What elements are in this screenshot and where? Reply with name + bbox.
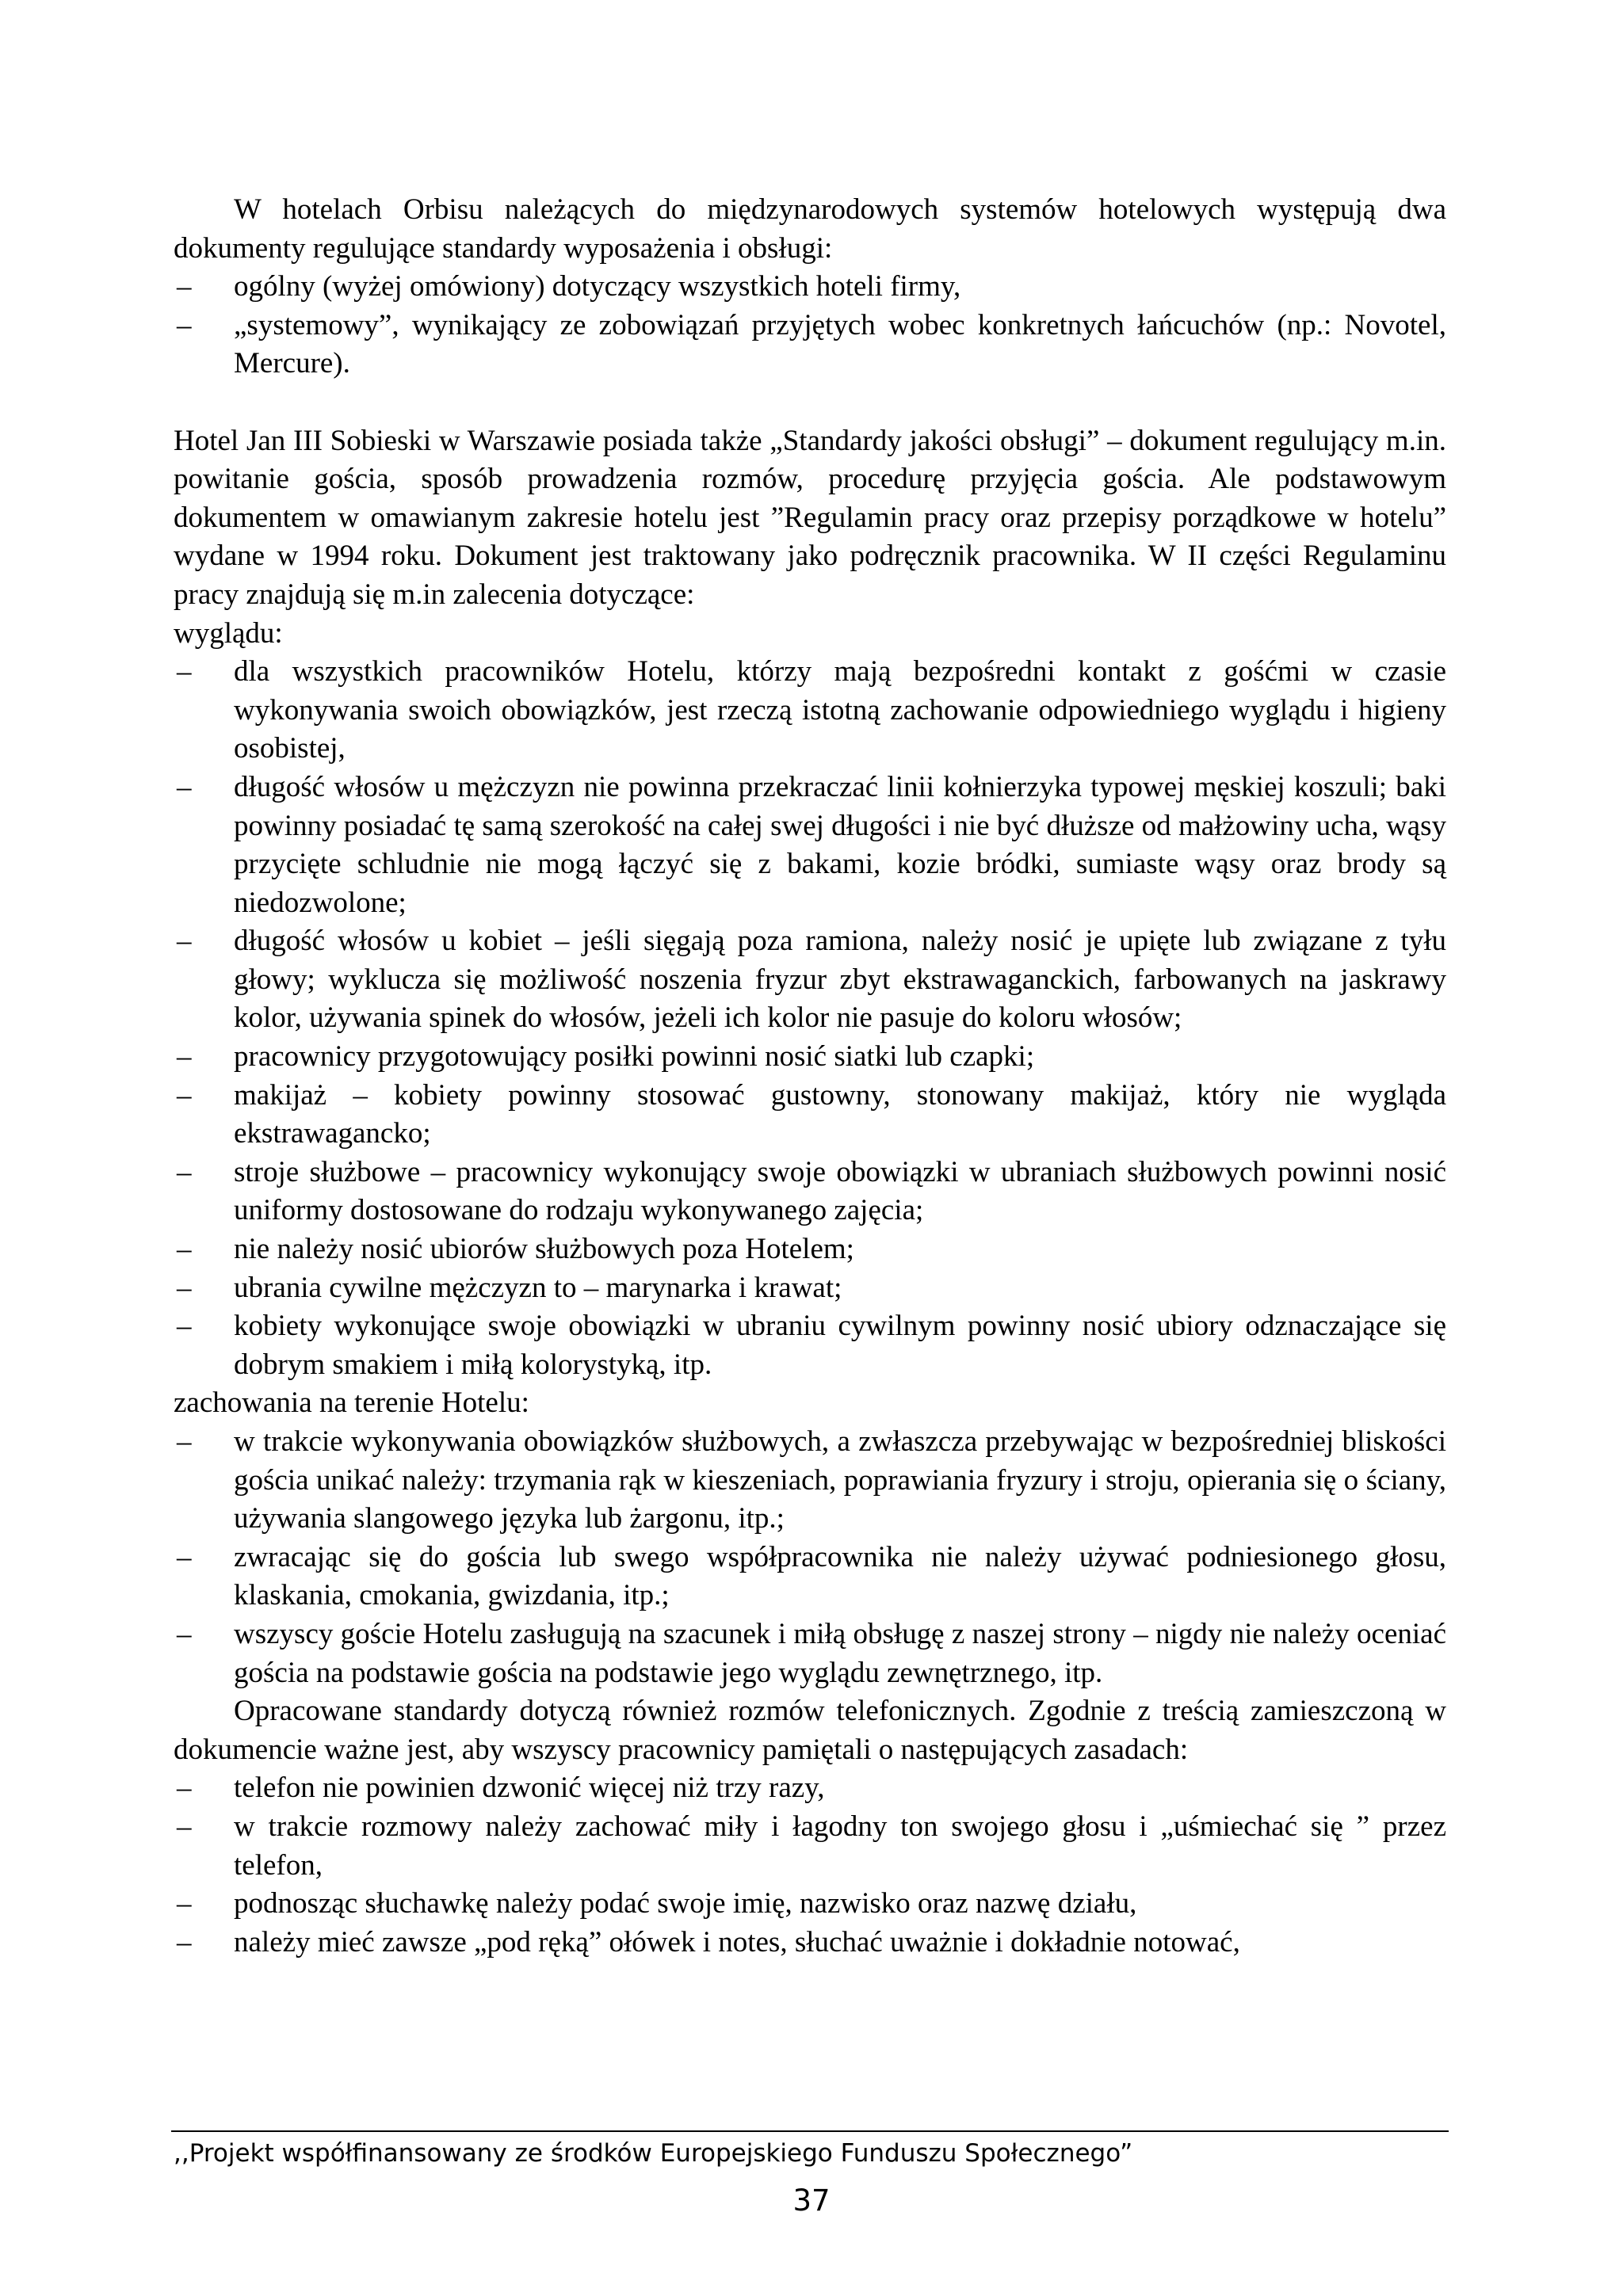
list-appearance — [174, 653, 1446, 1384]
dash-bullet: – — [177, 1310, 192, 1343]
paragraph-sobieski: Hotel Jan III Sobieski w Warszawie posiada także „Standardy jakości obsługi” – dokument regulujący m.in. powitanie gościa, sposób prowadzenia rozmów, procedurę przyjęcia gościa. Ale podstawowym dokumentem w omawianym zakresie hotelu jest ”Regulamin pracy oraz przepisy porządkowe w hotelu” wydane w 1994 roku. Dokument jest traktowany jako podręcznik pracownika. W II części Regulaminu pracy znajdują się m.in zalecenia dotyczące: — [174, 424, 1446, 611]
dash-bullet: – — [177, 1617, 192, 1650]
page-number: 37 — [792, 2183, 831, 2218]
list-item: – pracownicy przygotowujący posiłki powinni nosić siatki lub czapki; — [174, 1038, 1446, 1077]
list-item: – w trakcie rozmowy należy zachować miły i łagodny ton swojego głosu i „uśmiechać się ” przez telefon, — [174, 1808, 1446, 1885]
dash-bullet: – — [177, 1810, 192, 1843]
footer-divider — [171, 2130, 1449, 2132]
list-item: – ubrania cywilne mężczyzn to – marynarka i krawat; — [174, 1269, 1446, 1308]
list-item: – ogólny (wyżej omówiony) dotyczący wszystkich hoteli firmy, — [174, 268, 1446, 307]
list-item: – kobiety wykonujące swoje obowiązki w ubraniu cywilnym powinny nosić ubiory odznaczające się dobrym smakiem i miłą kolorystyką, itp. — [174, 1307, 1446, 1384]
dash-bullet: – — [177, 1540, 192, 1573]
list-item: – wszyscy goście Hotelu zasługują na szacunek i miłą obsługę z naszej strony – nigdy nie należy oceniać gościa na podstawie gościa na podstawie jego wyglądu zewnętrznego, itp. — [174, 1615, 1446, 1692]
dash-bullet: – — [177, 1233, 192, 1266]
dash-bullet: – — [177, 1925, 192, 1958]
dash-bullet: – — [177, 1425, 192, 1458]
list-item: – „systemowy”, wynikający ze zobowiązań przyjętych wobec konkretnych łańcuchów (np.: Novotel, Mercure). — [174, 307, 1446, 383]
list-item: – długość włosów u kobiet – jeśli sięgają poza ramiona, należy nosić je upięte lub związane z tyłu głowy; wyklucza się możliwość noszenia fryzur zbyt ekstrawaganckich, farbowanych na jaskrawy kolor, używania spinek do włosów, jeżeli ich kolor nie pasuje do koloru włosów; — [174, 922, 1446, 1038]
list-behavior — [174, 1423, 1446, 1692]
list-item: – należy mieć zawsze „pod ręką” ołówek i notes, słuchać uważnie i dokładnie notować, — [174, 1924, 1446, 1962]
heading-appearance: wyglądu: — [174, 616, 283, 650]
dash-bullet: – — [177, 308, 192, 341]
document-body — [174, 191, 1446, 1962]
heading-behavior: zachowania na terenie Hotelu: — [174, 1386, 529, 1420]
dash-bullet: – — [177, 1887, 192, 1920]
dash-bullet: – — [177, 1772, 192, 1805]
list-document-types — [174, 268, 1446, 383]
paragraph-phone-standards: Opracowane standardy dotyczą również rozmów telefonicznych. Zgodnie z treścią zamieszczoną w dokumencie ważne jest, aby wszyscy pracownicy pamiętali o następujących zasadach: — [174, 1695, 1446, 1766]
dash-bullet: – — [177, 1040, 192, 1074]
list-item: – zwracając się do gościa lub swego współpracownika nie należy używać podniesionego głosu, klaskania, cmokania, gwizdania, itp.; — [174, 1539, 1446, 1615]
dash-bullet: – — [177, 655, 192, 688]
list-item: – dla wszystkich pracowników Hotelu, którzy mają bezpośredni kontakt z gośćmi w czasie wykonywania swoich obowiązków, jest rzeczą istotną zachowanie odpowiedniego wyglądu i higieny osobistej, — [174, 653, 1446, 769]
dash-bullet: – — [177, 1078, 192, 1112]
list-item: – telefon nie powinien dzwonić więcej niż trzy razy, — [174, 1769, 1446, 1808]
dash-bullet: – — [177, 270, 192, 303]
list-item: – długość włosów u mężczyzn nie powinna przekraczać linii kołnierzyka typowej męskiej koszuli; baki powinny posiadać tę samą szerokość na całej swej długości i nie być dłuższe od małżowiny ucha, wąsy przycięte schludnie nie mogą łączyć się z bakami, kozie bródki, sumiaste wąsy oraz brody są niedozwolone; — [174, 769, 1446, 922]
list-phone — [174, 1769, 1446, 1962]
footer-funding-note: ,,Projekt współfinansowany ze środków Europejskiego Funduszu Społecznego” — [174, 2139, 1133, 2168]
list-item: – stroje służbowe – pracownicy wykonujący swoje obowiązki w ubraniach służbowych powinni nosić uniformy dostosowane do rodzaju wykonywanego zajęcia; — [174, 1154, 1446, 1230]
dash-bullet: – — [177, 1155, 192, 1188]
dash-bullet: – — [177, 1271, 192, 1304]
list-item: – nie należy nosić ubiorów służbowych poza Hotelem; — [174, 1230, 1446, 1269]
list-item: – podnosząc słuchawkę należy podać swoje imię, nazwisko oraz nazwę działu, — [174, 1885, 1446, 1924]
list-item: – w trakcie wykonywania obowiązków służbowych, a zwłaszcza przebywając w bezpośredniej bliskości gościa unikać należy: trzymania rąk w kieszeniach, poprawiania fryzury i stroju, opierania się o ściany, używania slangowego języka lub żargonu, itp.; — [174, 1423, 1446, 1539]
paragraph-intro: W hotelach Orbisu należących do międzynarodowych systemów hotelowych występują dwa dokumenty regulujące standardy wyposażenia i obsługi: — [174, 193, 1446, 265]
list-item: – makijaż – kobiety powinny stosować gustowny, stonowany makijaż, który nie wygląda ekstrawagancko; — [174, 1077, 1446, 1154]
dash-bullet: – — [177, 770, 192, 803]
dash-bullet: – — [177, 925, 192, 958]
